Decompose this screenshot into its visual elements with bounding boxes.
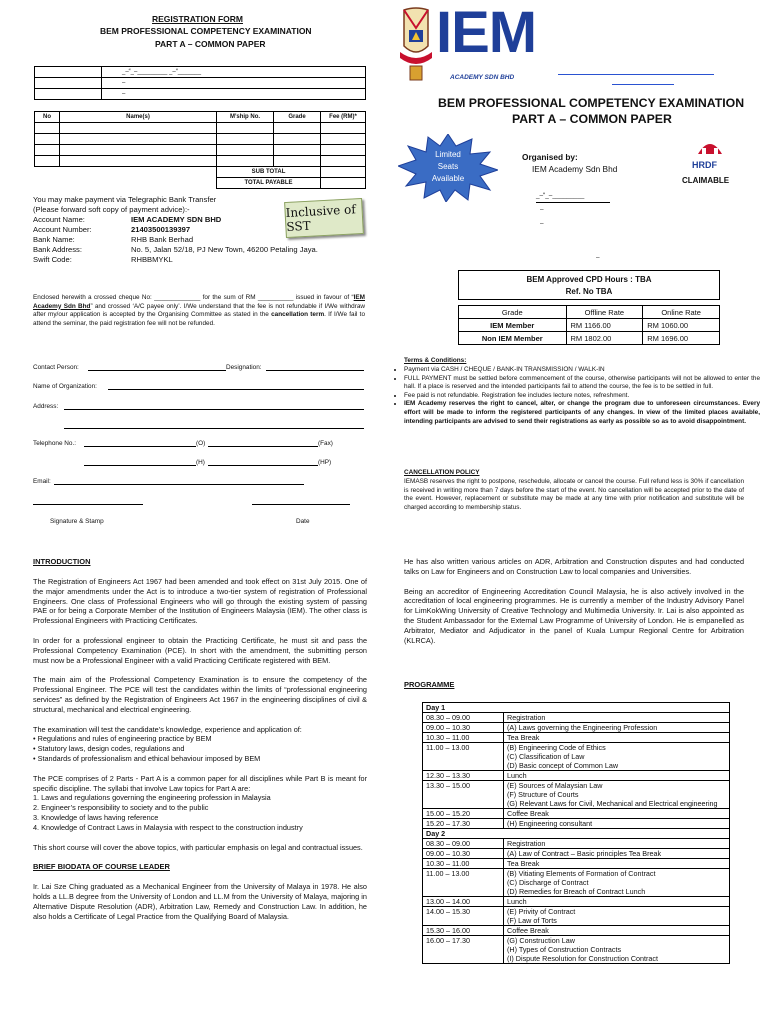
programme-row — [423, 771, 730, 781]
bank-address-label: Bank Address: — [33, 245, 82, 254]
fax-field[interactable] — [208, 446, 318, 447]
brand-row-1-underline — [536, 202, 610, 203]
rate-col-grade: Grade — [459, 306, 567, 319]
address-field-2[interactable] — [64, 428, 364, 429]
programme-day-label: Day 1 — [423, 703, 730, 713]
account-number-label: Account Number: — [33, 225, 92, 234]
table-row — [459, 319, 720, 332]
programme-time: 14.00 – 15.30 — [423, 907, 504, 926]
intro-p4: The examination will test the candidate’s knowledge, experience and application of: — [33, 724, 302, 734]
cancellation-heading: CANCELLATION POLICY — [404, 469, 480, 476]
rate-grade: IEM Member — [459, 319, 567, 332]
contact-person-field[interactable] — [88, 370, 226, 371]
programme-table — [422, 702, 730, 964]
col-names: Name(s) — [60, 112, 217, 123]
total-payable-label: TOTAL PAYABLE — [217, 178, 321, 189]
sub-total-label: SUB TOTAL — [217, 167, 321, 178]
bank-name-label: Bank Name: — [33, 235, 75, 244]
table-row — [35, 145, 366, 156]
burst-line-2: Seats — [437, 162, 459, 171]
table-row — [35, 156, 366, 167]
payment-note: (Please forward soft copy of payment advice):- — [33, 205, 190, 214]
programme-time: 11.00 – 13.00 — [423, 743, 504, 771]
rate-offline: RM 1166.00 — [566, 319, 643, 332]
programme-row — [423, 809, 730, 819]
rate-col-offline: Offline Rate — [566, 306, 643, 319]
address-label: Address: — [33, 403, 59, 410]
sub-total-value[interactable] — [321, 167, 366, 178]
bio-continued — [404, 557, 744, 645]
programme-item: Lunch — [504, 771, 730, 781]
hp-label: (HP) — [318, 459, 332, 466]
swift-code-value: RHBBMYKL — [131, 255, 173, 264]
bio-heading: BRIEF BIODATA OF COURSE LEADER — [33, 862, 170, 872]
programme-time: 10.30 – 11.00 — [423, 859, 504, 869]
programme-row — [423, 839, 730, 849]
intro-body — [33, 577, 367, 921]
programme-item: (G) Construction Law (H) Types of Construction Contracts (I) Dispute Resolution for Construction Contract — [504, 936, 730, 964]
brand-row-2: – — [540, 206, 544, 213]
handphone-field[interactable] — [208, 465, 318, 466]
programme-item: (E) Sources of Malaysian Law (F) Structure of Courts (G) Relevant Laws for Civil, Mechanical and Electrical engineering — [504, 781, 730, 809]
cancellation-text: IEMASB reserves the right to postpone, reschedule, allocate or cancel the course. Full refund less is 30% if cancellation is received in writing more than 7 days before the start of the event. No cancellation will be accepted prior to the date of the event. However, replacement or substitute may be made at any time with prior notification and substitute will be charged according to membership status. — [404, 478, 744, 511]
account-number-value: 21403500139397 — [131, 225, 191, 234]
brand-title-2: PART A – COMMON PAPER — [512, 112, 672, 126]
reg-cell[interactable] — [35, 78, 102, 89]
cpd-hours: BEM Approved CPD Hours : TBA — [526, 275, 652, 284]
designation-label: Designation: — [226, 364, 262, 371]
phone-home-field[interactable] — [84, 465, 196, 466]
organization-label: Name of Organization: — [33, 383, 97, 390]
claimable-text: CLAIMABLE — [682, 176, 730, 185]
programme-time: 13.00 – 14.00 — [423, 897, 504, 907]
signature-line[interactable] — [33, 504, 143, 505]
programme-item: (B) Engineering Code of Ethics (C) Classification of Law (D) Basic concept of Common Law — [504, 743, 730, 771]
sst-badge-text: Inclusive of SST — [285, 202, 357, 234]
registrant-table — [34, 66, 366, 100]
reg-row-2[interactable]: – — [102, 78, 366, 89]
terms-item: • IEM Academy reserves the right to cancel, alter, or change the program due to unforeseen circumstances. Every effort will be made to inform the registered participants of any changes. In view of the limited places available, intending participants are advised to send their registrations as early as possible so as to avoid disappointment. — [404, 400, 760, 426]
designation-field[interactable] — [266, 370, 364, 371]
col-fee: Fee (RM)* — [321, 112, 366, 123]
account-name-value: IEM ACADEMY SDN BHD — [131, 215, 222, 224]
programme-time: 12.30 – 13.30 — [423, 771, 504, 781]
hrdf-text: HRDF — [692, 160, 717, 170]
link-underline-2[interactable] — [612, 84, 674, 85]
programme-row — [423, 781, 730, 809]
programme-row — [423, 733, 730, 743]
col-membership: M’ship No. — [217, 112, 274, 123]
programme-item: Coffee Break — [504, 809, 730, 819]
programme-day-label: Day 2 — [423, 829, 730, 839]
programme-row — [423, 926, 730, 936]
address-field-1[interactable] — [64, 409, 364, 410]
rate-grade: Non IEM Member — [459, 332, 567, 345]
programme-item: (A) Law of Contract – Basic principles Tea Break — [504, 849, 730, 859]
col-grade: Grade — [274, 112, 321, 123]
reg-cell[interactable] — [35, 67, 102, 78]
programme-time: 13.30 – 15.00 — [423, 781, 504, 809]
total-payable-value[interactable] — [321, 178, 366, 189]
programme-item: Registration — [504, 713, 730, 723]
programme-item: Lunch — [504, 897, 730, 907]
intro-p1: The Registration of Engineers Act 1967 had been amended and took effect on 31st July 2015. One of the major amendments under the Act is to introduce a two-tier system of registration of Professional Engineers. One class of Professional Engineers who will go through the existing system of passing PAE or for being a Corporate Member of the Institution of Engineers Malaysia (IEM). The other class is Professional Engineers with Practicing Certificates. — [33, 577, 367, 626]
burst-line-1: Limited — [435, 150, 461, 159]
programme-item: Tea Break — [504, 733, 730, 743]
programme-item: (H) Engineering consultant — [504, 819, 730, 829]
cheque-text-3: . If I/We fail to attend the seminar, the paid registration fee will not be refunded. — [33, 311, 365, 327]
programme-time: 16.00 – 17.30 — [423, 936, 504, 964]
programme-time: 15.30 – 16.00 — [423, 926, 504, 936]
programme-row — [423, 897, 730, 907]
programme-day-row — [423, 829, 730, 839]
email-label: Email: — [33, 478, 51, 485]
cpd-box — [458, 270, 720, 300]
bio-p3: Being an accreditor of Engineering Accreditation Council Malaysia, he is also actively involved in the accreditation of local engineering programmes. He is currently a member of the Industry Advisory Panel for LimKokWing University of Creative Technology and Multimedia University. Ir. Lai is also appointed as the Student Ambassador for the External Law Programme of University of London. He is empanelled as Arbitrator, Mediator and Adjudicator in the panel of Kuala Lumpur Regional Centre for Arbitration (KLRCA). — [404, 586, 744, 645]
rate-col-online: Online Rate — [643, 306, 720, 319]
intro-numbered: 2. Engineer’s responsibility to society and to the public — [33, 803, 209, 813]
form-subtitle-2: PART A – COMMON PAPER — [155, 39, 266, 49]
bio-p1: Ir. Lai Sze Ching graduated as a Mechanical Engineer from the University of Malaya in 1978. He also holds a LL.B degree from the University of London and LL.M from the University of Malaya, majoring in Alternative Dispute Resolution (ADR), Arbitration Law, Remedy and Construction Law. In addition, he also holds a Certificate of Legal Practice from the Qualifying Board of Malaysia. — [33, 882, 367, 921]
programme-row — [423, 859, 730, 869]
table-row — [35, 123, 366, 134]
programme-time: 08.30 – 09.00 — [423, 713, 504, 723]
contact-person-label: Contact Person: — [33, 364, 79, 371]
iem-crest-logo — [398, 6, 434, 84]
link-underline[interactable] — [558, 74, 714, 75]
terms-item: • Fee paid is not refundable. Registration fee includes lecture notes, refreshment. — [404, 392, 760, 401]
intro-heading: INTRODUCTION — [33, 557, 91, 566]
programme-row — [423, 907, 730, 926]
programme-time: 11.00 – 13.00 — [423, 869, 504, 897]
telephone-label: Telephone No.: — [33, 440, 76, 447]
programme-item: (E) Privity of Contract (F) Law of Torts — [504, 907, 730, 926]
hrdf-logo — [680, 132, 740, 186]
intro-numbered: 3. Knowledge of laws having reference — [33, 812, 159, 822]
organization-field[interactable] — [108, 389, 364, 390]
cpd-ref: Ref. No TBA — [565, 287, 613, 296]
bank-name-value: RHB Bank Berhad — [131, 235, 194, 244]
brand-row-3: – — [540, 220, 544, 227]
programme-row — [423, 936, 730, 964]
sst-badge — [284, 198, 364, 238]
cheque-paragraph — [33, 294, 365, 328]
date-line[interactable] — [252, 504, 350, 505]
reg-cell[interactable] — [35, 89, 102, 100]
limited-seats-burst — [398, 134, 498, 202]
programme-item: Coffee Break — [504, 926, 730, 936]
programme-item: Registration — [504, 839, 730, 849]
phone-office-field[interactable] — [84, 446, 196, 447]
brand-single-dash: – — [596, 254, 600, 261]
organiser-name: IEM Academy Sdn Bhd — [532, 164, 618, 174]
signature-label: Signature & Stamp — [50, 518, 104, 525]
home-label: (H) — [196, 459, 205, 466]
programme-row — [423, 869, 730, 897]
reg-row-1[interactable]: _–“_–_________ _–“_______ — [102, 67, 366, 78]
terms-item: • FULL PAYMENT must be settled before commencement of the course, otherwise participants will not be allowed to enter the hall. If a place is reserved and the intended participants fail to attend the course, the fee is to be settled in full. — [404, 375, 760, 392]
form-subtitle-1: BEM PROFESSIONAL COMPETENCY EXAMINATION — [100, 26, 312, 36]
table-row — [35, 134, 366, 145]
bank-address-value: No. 5, Jalan 52/18, PJ New Town, 46200 Petaling Jaya. — [131, 245, 318, 254]
programme-time: 09.00 – 10.30 — [423, 849, 504, 859]
programme-time: 10.30 – 11.00 — [423, 733, 504, 743]
programme-day-row — [423, 703, 730, 713]
brand-title-1: BEM PROFESSIONAL COMPETENCY EXAMINATION — [438, 96, 745, 110]
form-title: REGISTRATION FORM — [152, 14, 243, 24]
reg-row-3[interactable]: – — [102, 89, 366, 100]
programme-row — [423, 849, 730, 859]
programme-item: Tea Break — [504, 859, 730, 869]
intro-bullet: • Regulations and rules of engineering practice by BEM — [33, 734, 212, 744]
email-field[interactable] — [54, 484, 304, 485]
cheque-payee: IEM Academy Sdn Bhd — [33, 294, 365, 310]
programme-item: (B) Vitiating Elements of Formation of Contract (C) Discharge of Contract (D) Remedies for Breach of Contract Lunch — [504, 869, 730, 897]
brand-row-1: _–“_–_________ — [536, 192, 585, 199]
account-name-label: Account Name: — [33, 215, 85, 224]
intro-p6: This short course will cover the above topics, with particular emphasis on legal and contractual issues. — [33, 842, 363, 852]
rate-table — [458, 305, 720, 345]
participant-fee-table — [34, 111, 366, 189]
programme-row — [423, 743, 730, 771]
rate-online: RM 1696.00 — [643, 332, 720, 345]
bio-p2: He has also written various articles on ADR, Arbitration and Construction disputes and had conducted talks on Law for Engineers and on Construction Law to local companies and Universities. — [404, 557, 744, 576]
organised-by-label: Organised by: — [522, 152, 578, 162]
terms-item: • Payment via CASH / CHEQUE / BANK-IN TRANSMISSION / WALK-IN — [404, 366, 760, 375]
swift-code-label: Swift Code: — [33, 255, 72, 264]
terms-list — [390, 366, 760, 426]
programme-time: 15.00 – 15.20 — [423, 809, 504, 819]
programme-time: 15.20 – 17.30 — [423, 819, 504, 829]
intro-p3: The main aim of the Professional Competency Examination is to ensure the competency of the Professional Engineer. The PCE will test the candidates within the limits of “professional engineering services” as defined by the Registration of Engineers Act 1967 in the engineering disciplines of civil & structural, mechanical and electrical engineering. — [33, 675, 367, 714]
cheque-term: cancellation term — [271, 311, 325, 319]
cheque-text-1: Enclosed herewith a crossed cheque No: _____________ for the sum of RM __________ issued in favour of “ — [33, 294, 354, 301]
intro-p2: In order for a professional engineer to obtain the Practicing Certificate, he must sit and pass the Professional Competency Examination (PCE). In short with the amendment, the submitting person must now be a Professional Engineer with a valid Practicing Certificate registered with BEM. — [33, 635, 367, 665]
iem-logo-text: IEM — [436, 0, 537, 65]
fax-label: (Fax) — [318, 440, 333, 447]
intro-numbered: 4. Knowledge of Contract Laws in Malaysia with respect to the construction industry — [33, 822, 303, 832]
intro-bullet: • Standards of professionalism and ethical behaviour imposed by BEM — [33, 753, 261, 763]
office-label: (O) — [196, 440, 206, 447]
intro-numbered: 1. Laws and regulations governing the engineering profession in Malaysia — [33, 793, 271, 803]
programme-item: (A) Laws governing the Engineering Profession — [504, 723, 730, 733]
cheque-text-2: ” and crossed ‘A/C payee only’. I/We understand that the fee is not refundable if I/We withdraw after my/our application is accepted by the Organising Committee as stated in the — [33, 302, 365, 319]
programme-heading: PROGRAMME — [404, 680, 455, 689]
iem-logo-subtitle: ACADEMY SDN BHD — [450, 74, 515, 81]
col-no: No — [35, 112, 60, 123]
programme-row — [423, 713, 730, 723]
rate-offline: RM 1802.00 — [566, 332, 643, 345]
table-row — [459, 332, 720, 345]
programme-time: 09.00 – 10.30 — [423, 723, 504, 733]
terms-heading: Terms & Conditions: — [404, 357, 467, 364]
programme-row — [423, 819, 730, 829]
programme-time: 08.30 – 09.00 — [423, 839, 504, 849]
payment-intro: You may make payment via Telegraphic Bank Transfer — [33, 195, 217, 204]
burst-line-3: Available — [431, 174, 465, 183]
rate-online: RM 1060.00 — [643, 319, 720, 332]
programme-row — [423, 723, 730, 733]
intro-bullet: • Statutory laws, design codes, regulations and — [33, 744, 185, 754]
intro-p5: The PCE comprises of 2 Parts - Part A is a common paper for all disciplines while Part B is meant for specific discipline. The syllabi that involve Law topics for Part A are: — [33, 773, 367, 793]
date-label: Date — [296, 518, 310, 525]
